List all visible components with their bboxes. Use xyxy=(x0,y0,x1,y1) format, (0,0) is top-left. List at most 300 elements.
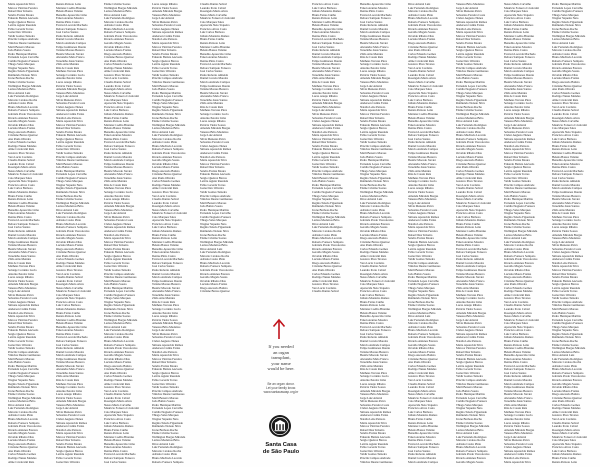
donor-name: Denise Pinto Castro xyxy=(360,10,384,14)
donor-name: Debora Sampaio Fonseca xyxy=(456,251,487,255)
donor-name: Larissa Medeiros Brito xyxy=(504,233,532,237)
donor-name: Fabio Lacerda Torres xyxy=(56,457,82,460)
donor-name: Diego Azevedo Batista xyxy=(152,169,180,173)
donor-name: Caio Marques Sales xyxy=(408,400,432,404)
donor-name: Simone Aparecida Ramos xyxy=(552,254,584,258)
donor-name: Lucas Araujo Ribeiro xyxy=(360,70,386,74)
donor-name: Adriana Castro Pinto xyxy=(504,247,530,251)
donor-name: Mauricio Fonseca Cavalcanti xyxy=(552,435,587,439)
donor-name: Leticia Aguiar Rezende xyxy=(504,169,533,173)
donor-name: Vera Lucia Cordeiro xyxy=(360,261,385,265)
donor-name: Joana Darc Oliveira xyxy=(312,162,336,166)
donor-name: Fabio Lacerda Torres xyxy=(200,183,226,187)
donor-name: Aparecida Neto Siqueira xyxy=(552,442,582,446)
donor-name: Elaine Cristina Soares xyxy=(552,343,579,347)
donor-name: Gabriela Prado Vasconcelos xyxy=(104,347,138,351)
donor-name: Larissa Medeiros Brito xyxy=(456,428,484,432)
donor-name: Diego Azevedo Batista xyxy=(456,159,484,163)
donor-name: Bruno Machado Lacerda xyxy=(456,134,486,138)
donor-name: Matheus Tavares Pires xyxy=(360,371,387,375)
donor-name: Larissa Medeiros Brito xyxy=(8,88,36,92)
donor-name: Ana Paula Oliveira xyxy=(312,269,335,273)
donor-name: Marcia Andrade Campos xyxy=(104,159,134,163)
donor-name: Rodrigo Nunes Mendes xyxy=(408,368,437,372)
donor-name: Amanda Miranda Borges xyxy=(456,311,487,315)
donor-name: Adriana Castro Pinto xyxy=(360,208,386,212)
donor-name: Vinicius Duarte Guimaraes xyxy=(552,304,585,308)
donor-name: Marcia Andrade Campos xyxy=(56,42,86,46)
donor-name: Debora Sampaio Fonseca xyxy=(408,134,439,138)
donor-name: Renata Peixoto Leite xyxy=(552,460,577,464)
donor-name: Vera Lucia Cordeiro xyxy=(408,66,433,70)
donor-name: Benedito Aparecido Lima xyxy=(408,120,439,124)
donor-name: Benedito Aparecido Lima xyxy=(360,315,391,319)
donor-name: Vanessa Brito Medeiros xyxy=(152,13,181,17)
donor-name: Osvaldo Ribeiro Dias xyxy=(456,151,482,155)
donor-name: Edson Arantes Moreira xyxy=(8,212,36,216)
donor-name: Denise Pinto Castro xyxy=(312,34,336,38)
donor-name: Denise Pinto Castro xyxy=(360,322,384,326)
donor-name: Pedro Henrique Martins xyxy=(8,364,37,368)
donor-name: Zilda Arns Mendes xyxy=(200,102,223,106)
donor-name: Silvia Menezes Paiva xyxy=(200,137,226,141)
donor-name: Tatiana Moraes Bezerra xyxy=(152,283,181,287)
donor-name: Terezinha Jesus Santos xyxy=(8,254,36,258)
donor-name: Ricardo Antunes Esteves xyxy=(504,261,534,265)
donor-name: Sebastiao Ferreira Costa xyxy=(360,91,390,95)
donor-name: Patricia Vieira Soares xyxy=(56,84,82,88)
donor-name: Marli Bezerra Moraes xyxy=(104,279,131,283)
donor-name: Patricia Vieira Soares xyxy=(152,318,178,322)
donor-name: Ana Paula Oliveira xyxy=(360,244,383,248)
donor-name: Mariana Coelho Brandao xyxy=(56,318,87,322)
donor-name: Rosangela Maria Alves xyxy=(456,194,484,198)
donor-name: Marli Bezerra Moraes xyxy=(456,73,483,77)
donor-name: Fabio Lacerda Torres xyxy=(8,27,34,31)
donor-name: Joana Darc Oliveira xyxy=(152,70,176,74)
donor-name: Camila Nogueira Fonseca xyxy=(504,205,535,209)
donor-name: Antonio Pereira Lima xyxy=(360,66,386,70)
donor-name: Pedro Henrique Martins xyxy=(360,159,389,163)
donor-name: Solange Cordeiro Lucia xyxy=(456,297,485,301)
donor-name: Sebastiao Ferreira Costa xyxy=(552,247,582,251)
donor-name: Marcos Vinicius Ferreira xyxy=(56,435,86,439)
donor-name: Fernanda Lopes Carvalho xyxy=(152,407,183,411)
donor-name: Everton Lacerda Machado xyxy=(456,247,488,251)
donor-name: Diego Azevedo Batista xyxy=(200,286,228,290)
donor-name: Helena Bastos Valente xyxy=(408,428,435,432)
donor-name: Rita de Cassia Reis xyxy=(200,105,224,109)
donor-name: Alexandre Melo Franco xyxy=(552,201,581,205)
donor-name: Valdir Gomes Teixeira xyxy=(8,34,35,38)
donor-name: Wellington Borges Miranda xyxy=(104,6,138,10)
donor-name: Eduardo Batista Azevedo xyxy=(504,162,535,166)
donor-name: Jorge Luiz Amaral xyxy=(408,201,431,205)
donor-name: Elaine Cristina Soares xyxy=(408,304,435,308)
donor-name: José Carlos Santos xyxy=(8,226,31,230)
organ-donation-ad xyxy=(252,300,310,460)
donor-name: Simone Aparecida Ramos xyxy=(504,137,536,141)
donor-name: Mariana Coelho Brandao xyxy=(504,34,535,38)
donor-name: Geraldo Magela Souza xyxy=(504,265,532,269)
donor-name: José Carlos Santos xyxy=(56,343,79,347)
donor-name: Helena Bastos Valente xyxy=(552,155,579,159)
donor-name: Raimundo Nonato Silva xyxy=(552,24,581,28)
donor-name: Vanessa Brito Medeiros xyxy=(56,91,85,95)
donor-name: Roberto Fonseca Sampaio xyxy=(456,137,488,141)
donor-name: Mariana Coelho Brandao xyxy=(56,6,87,10)
donor-name: Juliana Monteiro Ramos xyxy=(56,308,86,312)
donor-name: Adriana Castro Pinto xyxy=(456,442,482,446)
donor-name: Rodrigo Nunes Mendes xyxy=(104,378,133,382)
donor-name: Helena Bastos Valente xyxy=(104,439,131,443)
donor-name: Luciana Moura Freitas xyxy=(456,155,484,159)
donor-name: Vanessa Brito Medeiros xyxy=(200,130,229,134)
donor-name: Everton Lacerda Machado xyxy=(152,258,184,262)
donor-name: Ivone Barbosa Rocha xyxy=(8,389,34,393)
donor-name: Helena Bastos Valente xyxy=(408,116,435,120)
donor-name: Lucas Araujo Ribeiro xyxy=(8,276,34,280)
donor-name: Daniel Correia Moreira xyxy=(456,261,484,265)
donor-name: Lucas Araujo Ribeiro xyxy=(312,95,338,99)
donor-name: Matheus Tavares Pires xyxy=(8,265,35,269)
donor-name: Maria Aparecida Silva xyxy=(152,42,179,46)
donor-name: Vanessa Brito Medeiros xyxy=(360,393,389,397)
donor-name: Roberto Fonseca Sampaio xyxy=(8,109,40,113)
donor-name: Luiz Fernando Rodrigues xyxy=(360,201,391,205)
donor-name: Marcelo Cardoso Rocha xyxy=(8,98,38,102)
donor-name: Francisco Alves Costa xyxy=(104,417,131,421)
donor-name: Marcos Vinicius Ferreira xyxy=(104,240,134,244)
donor-name: Geraldo Magela Souza xyxy=(104,354,132,358)
donor-name: Rafael Dias Teixeira xyxy=(200,166,225,170)
donor-name: Mauricio Fonseca Cavalcanti xyxy=(504,318,539,322)
donor-name: Lucas Araujo Ribeiro xyxy=(456,304,482,308)
donor-name: Edson Arantes Moreira xyxy=(408,435,436,439)
donor-name: Mauricio Fonseca Cavalcanti xyxy=(152,212,187,216)
donor-name: Aline Cavalcanti Reis xyxy=(408,59,435,63)
donor-name: João Batista Souza xyxy=(152,400,175,404)
donor-name: Carlos Eduardo Gomes xyxy=(408,364,436,368)
donor-name: Amanda Miranda Borges xyxy=(152,10,183,14)
donor-name: Aline Cavalcanti Reis xyxy=(8,148,35,152)
donor-name: Bruna Farias Cunha xyxy=(408,417,432,421)
donor-name: Mariana Coelho Brandao xyxy=(408,425,439,429)
donor-name: Vinicius Duarte Guimaraes xyxy=(104,276,137,280)
donor-name: Rita de Cassia Reis xyxy=(56,66,80,70)
donor-name: João Batista Souza xyxy=(456,77,479,81)
donor-name: Luiz Fernando Rodrigues xyxy=(456,123,487,127)
donor-name: Fabio Lacerda Torres xyxy=(360,134,386,138)
donor-name: Anderson Cunha Farias xyxy=(408,219,437,223)
donor-name: Fernanda Lopes Carvalho xyxy=(456,396,487,400)
donor-name: Larissa Medeiros Brito xyxy=(152,439,180,443)
donor-name: Caio Marques Sales xyxy=(200,20,224,24)
donor-name: Valdir Gomes Teixeira xyxy=(456,375,483,379)
donor-name: Felipe Guimaraes Duarte xyxy=(456,269,486,273)
donor-name: Ivone Barbosa Rocha xyxy=(408,300,434,304)
donor-name: Maria Aparecida Silva xyxy=(360,421,387,425)
donor-name: Cleber Augusto Nunes xyxy=(56,105,84,109)
donor-name: Jorge Luiz Amaral xyxy=(456,318,479,322)
donor-name: Benedito Aparecido Lima xyxy=(552,159,583,163)
donor-name: Claudia Dantas Sobral xyxy=(104,393,131,397)
donor-name: Sebastiao Ferreira Costa xyxy=(152,336,182,340)
donor-name: Renata Peixoto Leite xyxy=(104,120,129,124)
donor-name: Bruna Farias Cunha xyxy=(552,457,576,460)
donor-name: Gustavo Pires Tavares xyxy=(56,269,83,273)
donor-name: Geraldo Magela Souza xyxy=(552,70,580,74)
donor-name: Mauricio Fonseca Cavalcanti xyxy=(408,84,443,88)
donor-name: Francisco Alves Costa xyxy=(504,329,531,333)
donor-name: Sergio Queiroz Barros xyxy=(200,176,227,180)
donor-name: Aparecida Neto Siqueira xyxy=(8,180,38,184)
donor-name: Sebastiao Ferreira Costa xyxy=(56,414,86,418)
donor-name: Dirce Amaral Luiz xyxy=(8,91,31,95)
donor-name: Rita de Cassia Reis xyxy=(312,81,336,85)
donor-name: Roberto Fonseca Sampaio xyxy=(152,460,184,464)
donor-name: Gustavo Pires Tavares xyxy=(408,375,435,379)
donor-name: Gabriela Prado Vasconcelos xyxy=(152,151,186,155)
donor-name: Carlos Eduardo Gomes xyxy=(360,247,388,251)
donor-name: Eduardo Batista Azevedo xyxy=(56,134,87,138)
donor-name: Paulo Roberto Almeida xyxy=(104,151,132,155)
donor-name: Gustavo Pires Tavares xyxy=(456,180,483,184)
donor-name: Denise Pinto Castro xyxy=(104,449,128,453)
donor-name: Fernanda Lopes Carvalho xyxy=(200,212,231,216)
donor-name: Claudia Dantas Sobral xyxy=(152,198,179,202)
donor-name: Bruno Machado Lacerda xyxy=(104,339,134,343)
donor-name: Benedito Aparecido Lima xyxy=(104,442,135,446)
donor-name: Sandra Freitas Moura xyxy=(152,52,178,56)
donor-name: Ivone Barbosa Rocha xyxy=(552,27,578,31)
donor-name: Natalia Leite Peixoto xyxy=(360,417,386,421)
donor-name: Marcos Vinicius Ferreira xyxy=(456,347,486,351)
donor-name: Gustavo Pires Tavares xyxy=(152,190,179,194)
donor-name: Sandra Freitas Moura xyxy=(456,354,482,358)
donor-name: João Batista Souza xyxy=(56,166,79,170)
donor-name: Mauricio Fonseca Cavalcanti xyxy=(504,6,539,10)
donor-name: Simone Aparecida Ramos xyxy=(360,410,392,414)
donor-name: Mariana Coelho Brandao xyxy=(152,240,183,244)
donor-name: Aparecida Neto Siqueira xyxy=(408,91,438,95)
donor-name: Ricardo Antunes Esteves xyxy=(312,247,342,251)
donor-name: Luiz Fernando Rodrigues xyxy=(456,435,487,439)
donor-name: Bruno Machado Lacerda xyxy=(8,105,38,109)
donor-name: Mauricio Fonseca Cavalcanti xyxy=(56,290,91,294)
donor-name: Anderson Cunha Farias xyxy=(360,102,389,106)
donor-name: Regina Toledo Figueiredo xyxy=(8,70,40,74)
donor-name: Gustavo Pires Tavares xyxy=(8,151,35,155)
donor-name: Paulo Roberto Almeida xyxy=(56,347,84,351)
donor-name: Caio Marques Sales xyxy=(104,410,128,414)
donor-name: João Batista Souza xyxy=(8,49,31,53)
donor-name: Camila Nogueira Fonseca xyxy=(552,322,583,326)
donor-name: Terezinha Jesus Santos xyxy=(56,371,84,375)
donor-name: Mauricio Fonseca Cavalcanti xyxy=(8,173,43,177)
donor-name: Cleber Augusto Nunes xyxy=(456,17,484,21)
donor-name: Valdir Gomes Teixeira xyxy=(8,347,35,351)
donor-name: Cristiane Barros Queiroz xyxy=(8,446,38,450)
donor-name: Luciana Moura Freitas xyxy=(152,166,180,170)
donor-name: Sandra Freitas Moura xyxy=(8,13,34,17)
donor-name: Terezinha Jesus Santos xyxy=(360,49,388,53)
donor-name: Vinicius Duarte Guimaraes xyxy=(360,460,393,464)
donor-name: Marli Bezerra Moraes xyxy=(200,201,227,205)
donor-name: Beatriz Macedo Xavier xyxy=(552,198,580,202)
donor-name: Juliana Monteiro Ramos xyxy=(408,414,438,418)
donor-name: Gabriela Prado Vasconcelos xyxy=(104,34,138,38)
donor-name: Mariana Coelho Brandao xyxy=(312,20,343,24)
donor-name: Roberto Fonseca Sampaio xyxy=(408,332,440,336)
donor-name: Patricia Vieira Soares xyxy=(360,386,386,390)
donor-name: Zilda Arns Mendes xyxy=(360,52,383,56)
donor-name: Carlos Eduardo Gomes xyxy=(104,63,132,67)
donor-name: Debora Sampaio Fonseca xyxy=(504,368,535,372)
donor-name: Neusa Maria Carvalho xyxy=(504,3,532,6)
donor-name: Francisco Alves Costa xyxy=(8,183,35,187)
donor-name: Leticia Aguiar Rezende xyxy=(56,453,85,457)
donor-name: Luiz Carlos Barbosa xyxy=(104,109,129,113)
donor-name: Neusa Maria Carvalho xyxy=(456,198,484,202)
donor-name: Juliana Monteiro Ramos xyxy=(552,141,582,145)
donor-name: Sebastiao Ferreira Costa xyxy=(56,102,86,106)
donor-name: João Batista Souza xyxy=(200,205,223,209)
donor-name: Luiz Fernando Rodrigues xyxy=(56,212,87,216)
donor-name: Alexandre Melo Franco xyxy=(152,290,181,294)
donor-name: Marcia Andrade Campos xyxy=(408,148,438,152)
donor-name: Adriana Castro Pinto xyxy=(456,130,482,134)
donor-name: Regina Toledo Figueiredo xyxy=(552,332,584,336)
donor-name: Rodrigo Nunes Mendes xyxy=(8,144,37,148)
donor-name: Renata Peixoto Leite xyxy=(8,198,33,202)
donor-name: Solange Cordeiro Lucia xyxy=(104,190,133,194)
donor-name: Gustavo Pires Tavares xyxy=(104,386,131,390)
donor-name: Rafael Dias Teixeira xyxy=(552,272,577,276)
donor-name: Geraldo Magela Souza xyxy=(56,237,84,241)
donor-name: Marcelo Cardoso Rocha xyxy=(456,127,486,131)
donor-name: Elaine Cristina Soares xyxy=(104,315,131,319)
donor-name: Adriana Castro Pinto xyxy=(104,24,130,28)
donor-name: Rafael Dias Teixeira xyxy=(104,244,129,248)
donor-name: Debora Sampaio Fonseca xyxy=(104,457,135,460)
donor-name: Osvaldo Ribeiro Dias xyxy=(104,357,130,361)
donor-name: Cristiane Barros Queiroz xyxy=(200,290,230,294)
donor-name: Fabio Lacerda Torres xyxy=(456,368,482,372)
donor-name: Patricia Vieira Soares xyxy=(104,201,130,205)
donor-name: Cleber Augusto Nunes xyxy=(152,339,180,343)
donor-name: Silvia Menezes Paiva xyxy=(56,98,82,102)
donor-name: Patricia Vieira Soares xyxy=(312,98,338,102)
donor-name: Silvia Menezes Paiva xyxy=(456,10,482,14)
donor-name: Everton Lacerda Machado xyxy=(104,141,136,145)
donor-name: Priscila Campos Andrade xyxy=(456,66,487,70)
donor-name: Natalia Leite Peixoto xyxy=(408,222,434,226)
donor-name: Dirce Amaral Luiz xyxy=(152,442,175,446)
donor-name: Patricia Vieira Soares xyxy=(360,73,386,77)
donor-name: Roberto Fonseca Sampaio xyxy=(360,215,392,219)
donor-name: Thiago Sales Marques xyxy=(504,208,531,212)
donor-name: Priscila Campos Andrade xyxy=(152,77,183,81)
donor-name: Osvaldo Ribeiro Dias xyxy=(8,435,34,439)
donor-name: Debora Sampaio Fonseca xyxy=(360,329,391,333)
donor-name: Roberto Fonseca Sampaio xyxy=(552,59,584,63)
donor-name: Alexandre Melo Franco xyxy=(312,70,341,74)
donor-name: Luciana Moura Freitas xyxy=(104,361,132,365)
donor-name: Alexandre Melo Franco xyxy=(504,396,533,400)
donor-name: Tatiana Moraes Bezerra xyxy=(56,361,85,365)
donor-name: Wagner Siqueira Neto xyxy=(200,222,227,226)
donor-name: Neusa Maria Carvalho xyxy=(360,276,388,280)
donor-name: Eduardo Batista Azevedo xyxy=(8,329,39,333)
donor-name: Leticia Aguiar Rezende xyxy=(56,141,85,145)
donor-name: Wagner Siqueira Neto xyxy=(456,407,483,411)
donor-name: Thiago Sales Marques xyxy=(408,286,435,290)
donor-name: Luiz Fernando Rodrigues xyxy=(552,357,583,361)
donor-name: Jorge Luiz Amaral xyxy=(104,212,127,216)
donor-name: Valdir Gomes Teixeira xyxy=(456,63,483,67)
donor-name: Vinicius Duarte Guimaraes xyxy=(8,354,41,358)
donor-name: Rodrigo Nunes Mendes xyxy=(552,95,581,99)
donor-name: Debora Sampaio Fonseca xyxy=(312,42,343,46)
donor-name: Ricardo Antunes Esteves xyxy=(552,66,582,70)
donor-name: Leandro Porto Cabral xyxy=(408,386,434,390)
donor-name: Caio Marques Sales xyxy=(552,439,576,443)
donor-name: Leticia Aguiar Rezende xyxy=(152,375,181,379)
donor-name: João Batista Souza xyxy=(552,311,575,315)
donor-name: Tatiana Moraes Bezerra xyxy=(200,88,229,92)
donor-name: Priscila Campos Andrade xyxy=(360,144,391,148)
donor-name: Benedito Aparecido Lima xyxy=(456,237,487,241)
donor-name: Wagner Siqueira Neto xyxy=(408,290,435,294)
donor-name: Joana Darc Oliveira xyxy=(504,176,528,180)
donor-name: Debora Sampaio Fonseca xyxy=(56,27,87,31)
donor-name: Simone Aparecida Ramos xyxy=(104,226,136,230)
donor-name: Felipe Guimaraes Duarte xyxy=(8,240,38,244)
donor-name: Rodrigo Nunes Mendes xyxy=(312,276,341,280)
donor-name: Marli Bezerra Moraes xyxy=(504,190,531,194)
ad-headline-line: your name xyxy=(271,360,291,366)
donor-name: Renata Peixoto Leite xyxy=(152,237,177,241)
donor-name: Elaine Cristina Soares xyxy=(104,3,131,6)
donor-name: Marli Bezerra Moraes xyxy=(152,84,179,88)
donor-name: Leticia Aguiar Rezende xyxy=(152,63,181,67)
donor-name: Anderson Cunha Farias xyxy=(56,112,85,116)
donor-name: Luciana Moura Freitas xyxy=(552,389,580,393)
donor-name: Silvia Menezes Paiva xyxy=(504,439,530,443)
donor-name: Luciana Moura Freitas xyxy=(408,350,436,354)
donor-name: Sergio Queiroz Barros xyxy=(8,332,35,336)
donor-name: Carlos Eduardo Gomes xyxy=(104,375,132,379)
donor-name: Elaine Cristina Soares xyxy=(8,81,35,85)
donor-name: Fernanda Lopes Carvalho xyxy=(56,173,87,177)
donor-name: Marcia Andrade Campos xyxy=(408,460,438,464)
donor-name: Eduardo Batista Azevedo xyxy=(104,251,135,255)
donor-name: Fabio Lacerda Torres xyxy=(312,159,338,163)
donor-name: Maria Aparecida Silva xyxy=(56,120,83,124)
donor-name: Benedito Aparecido Lima xyxy=(312,27,343,31)
donor-name: Elaine Cristina Soares xyxy=(552,31,579,35)
donor-name: Claudia Dantas Sobral xyxy=(104,81,131,85)
donor-name: Marcelo Cardoso Rocha xyxy=(408,322,438,326)
donor-name: Zilda Arns Mendes xyxy=(504,403,527,407)
donor-name: Simone Aparecida Ramos xyxy=(312,123,344,127)
donor-name: Leticia Aguiar Rezende xyxy=(8,24,37,28)
donor-name: Jorge Luiz Amaral xyxy=(152,329,175,333)
donor-name: Wellington Borges Miranda xyxy=(152,123,186,127)
donor-name: Eduardo Batista Azevedo xyxy=(152,368,183,372)
donor-name: Natalia Leite Peixoto xyxy=(56,428,82,432)
